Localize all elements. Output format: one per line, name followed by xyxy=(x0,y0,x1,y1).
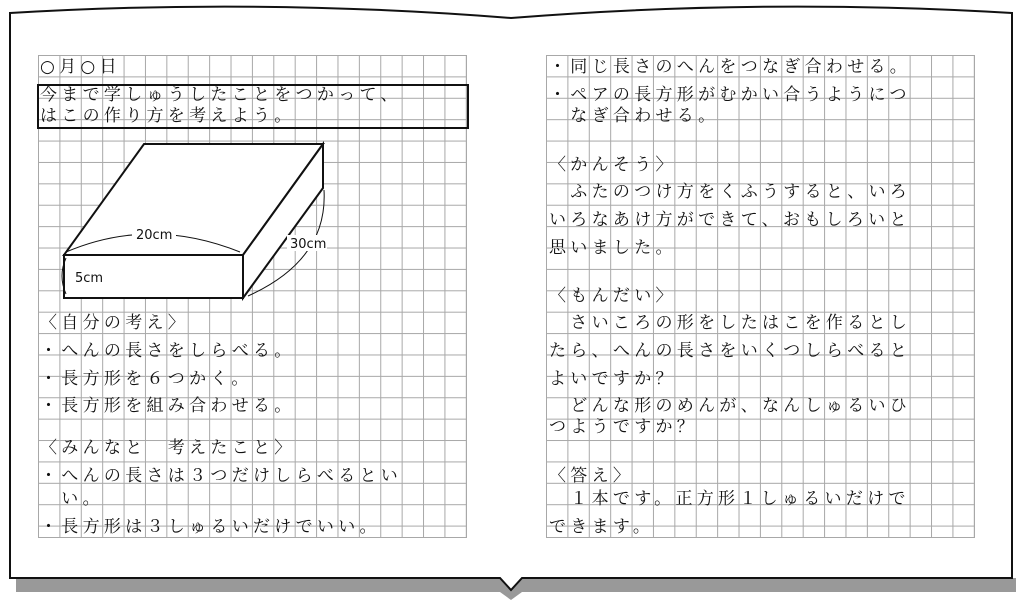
length-label: 20cm xyxy=(136,228,173,243)
class-idea-item: い。 xyxy=(40,489,104,509)
problem-line: たら、へんの長さをいくつしらべると xyxy=(549,341,912,361)
class-idea-heading: 〈みんなと 考えたこと〉 xyxy=(40,438,296,458)
answer-line: １本です。正方形１しゅるいだけで xyxy=(549,489,910,509)
problem-line: さいころの形をしたはこを作るとし xyxy=(549,313,912,333)
problem-line: つようですか？ xyxy=(549,417,699,437)
answer-line: できます。 xyxy=(549,517,655,537)
problem-heading: 〈もんだい〉 xyxy=(549,286,677,306)
own-idea-item: ・長方形を６つかく。 xyxy=(40,369,253,389)
impression-line: 思いました。 xyxy=(549,238,677,258)
method-item: ・ペアの長方形がむかい合うようにつ xyxy=(549,85,911,105)
box-figure xyxy=(50,140,350,305)
own-idea-item: ・長方形を組み合わせる。 xyxy=(40,396,296,416)
width-label: 30cm xyxy=(290,237,327,252)
method-item: なぎ合わせる。 xyxy=(549,106,720,126)
class-idea-item: ・長方形は３しゅるいだけでいい。 xyxy=(40,517,381,537)
impression-line: ふたのつけ方をくふうすると、いろ xyxy=(549,182,912,202)
own-idea-heading: 〈自分の考え〉 xyxy=(40,313,190,333)
impression-line: いろなあけ方ができて、おもしろいと xyxy=(549,210,911,230)
task-line-1: 今まで学しゅうしたことをつかって、 xyxy=(40,85,402,105)
method-item: ・同じ長さのへんをつなぎ合わせる。 xyxy=(549,57,912,77)
height-label: 5cm xyxy=(75,271,104,286)
problem-line: よいですか？ xyxy=(549,369,677,389)
problem-line: どんな形のめんが、なんしゅるいひ xyxy=(549,396,912,416)
task-line-2: はこの作り方を考えよう。 xyxy=(40,106,296,126)
own-idea-item: ・へんの長さをしらべる。 xyxy=(40,341,296,361)
impression-heading: 〈かんそう〉 xyxy=(549,155,677,175)
answer-heading: 〈答え〉 xyxy=(549,466,635,486)
date-line: ○月○日 xyxy=(40,57,121,77)
class-idea-item: ・へんの長さは３つだけしらべるとい xyxy=(40,466,403,486)
